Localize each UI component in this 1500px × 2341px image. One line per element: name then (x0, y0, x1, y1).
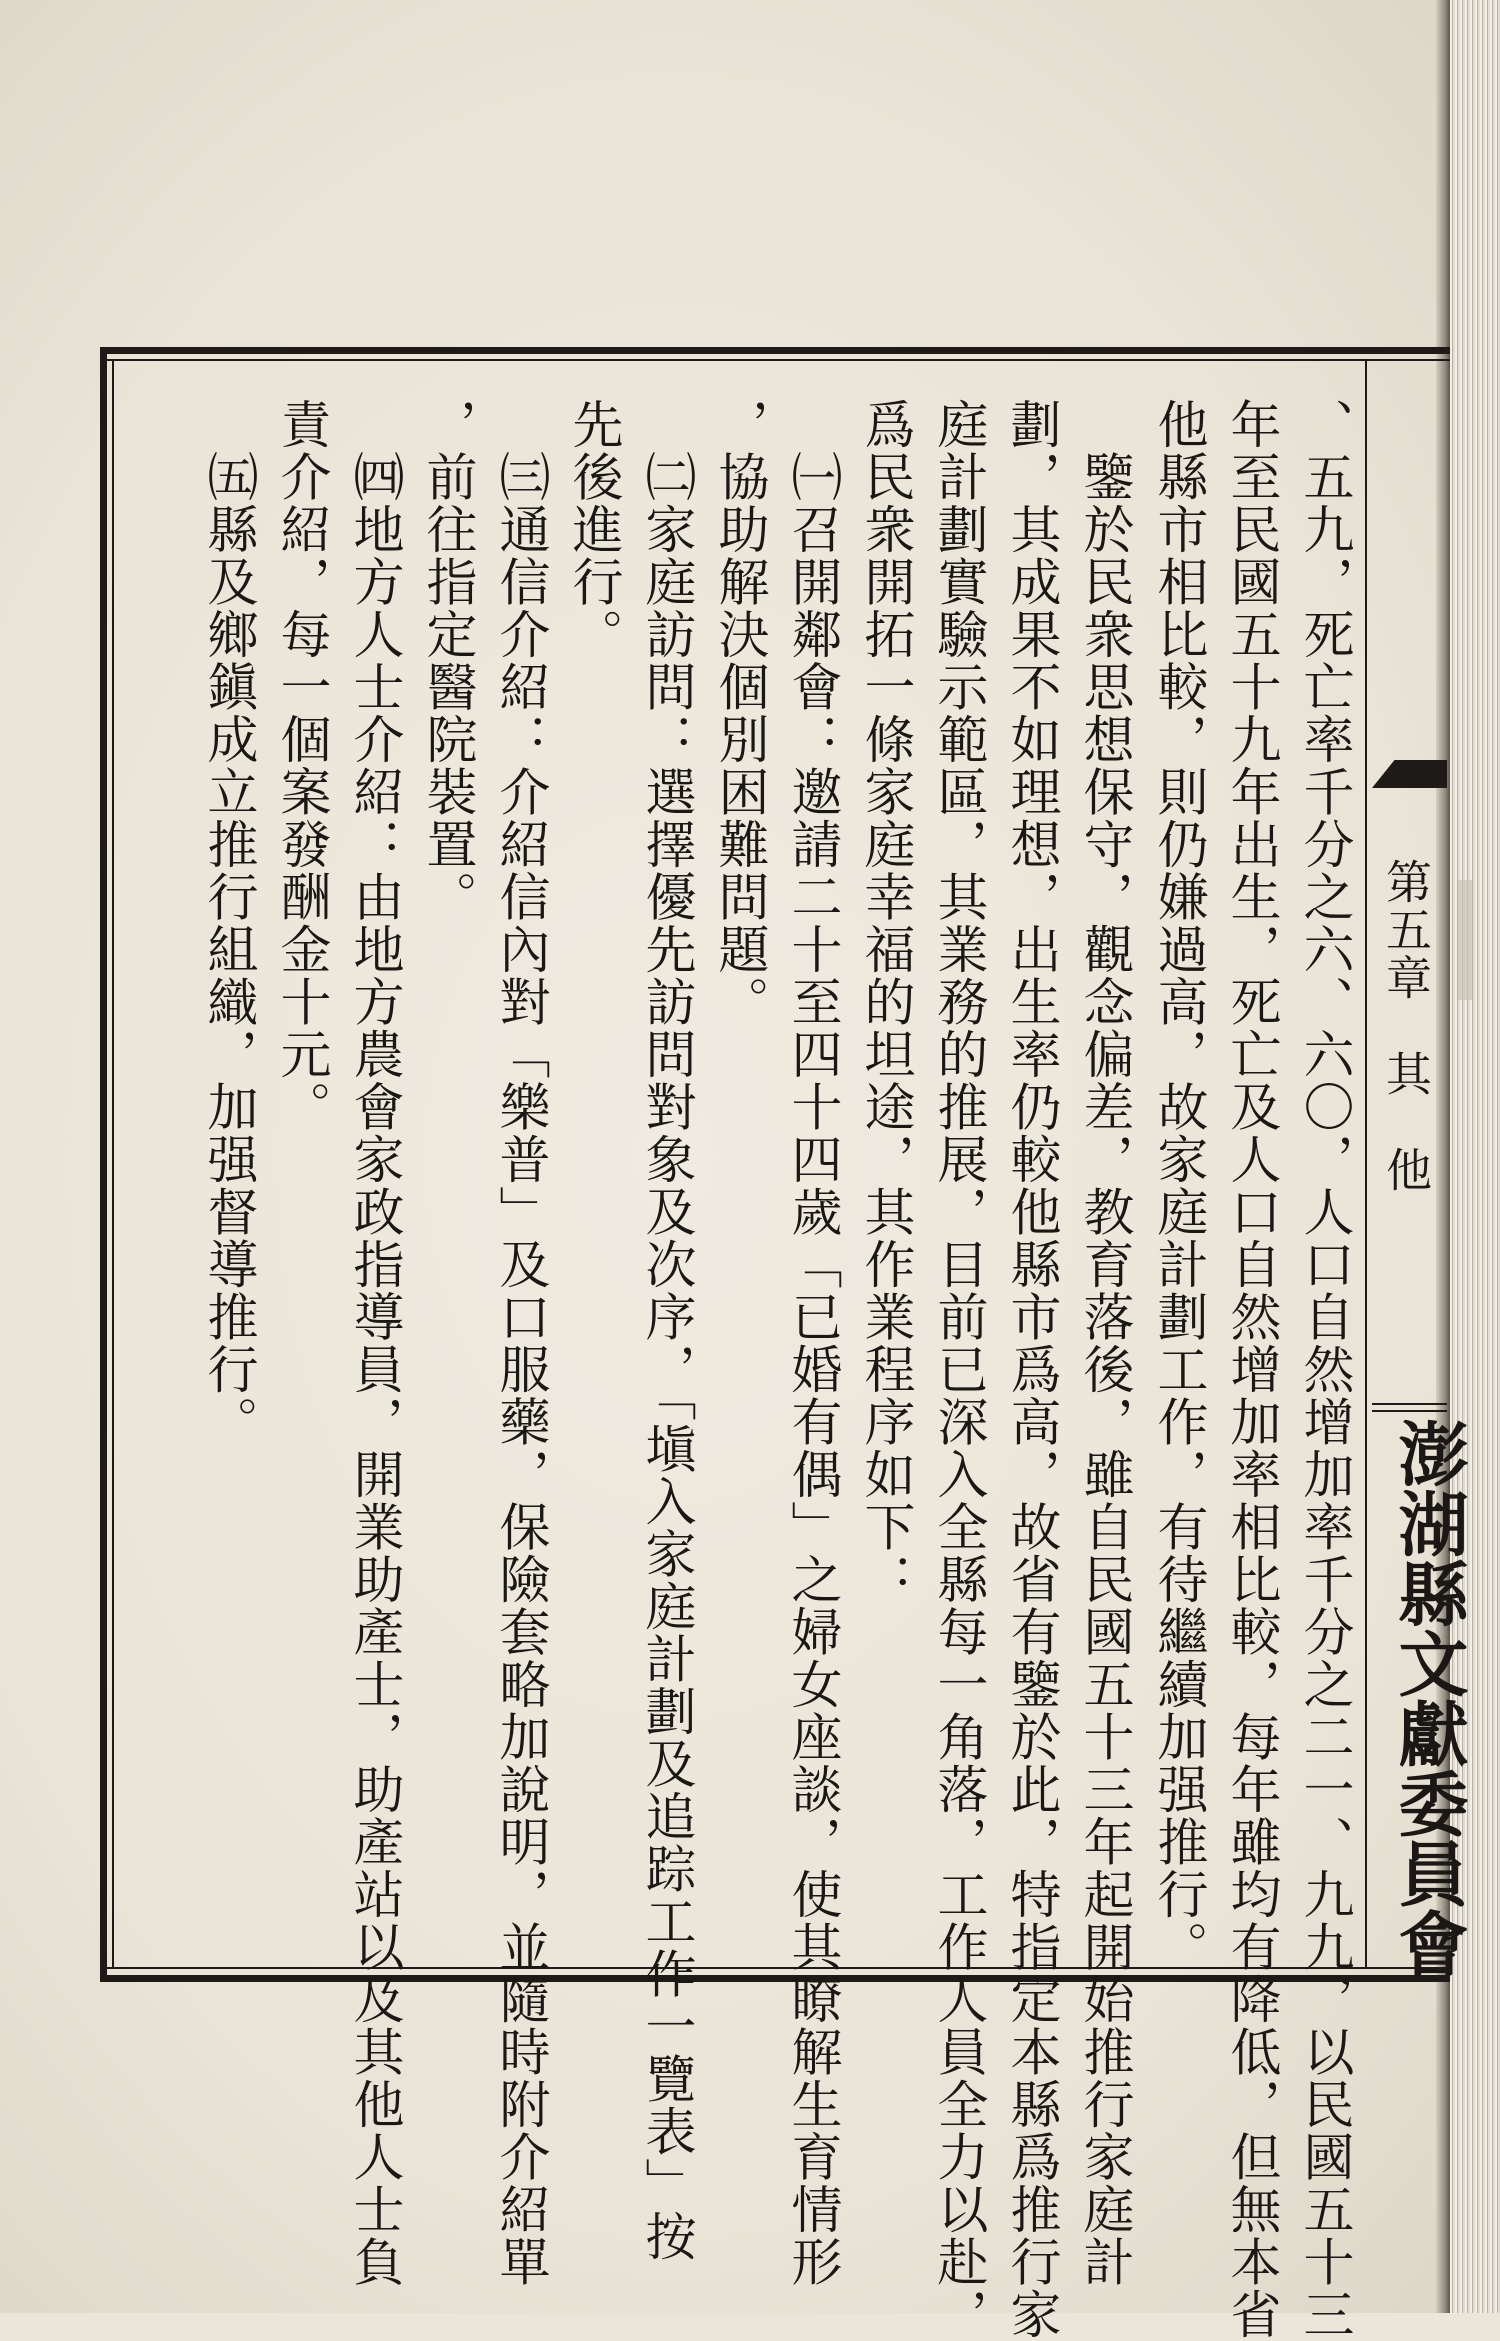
text-column: ，前往指定醫院裝置。 (417, 398, 476, 923)
text-column: 年至民國五十九年出生，死亡及人口自然增加率相比較，每年雖均有降低，但無本省 (1221, 398, 1280, 2341)
text-column: 先後進行。 (563, 398, 622, 661)
text-column: ㈢通信介紹：介紹信內對「樂普」及口服藥，保險套略加說明，並隨時附介紹單 (490, 398, 549, 2288)
header-double-line-top (1372, 1403, 1447, 1405)
text-column: ㈣地方人士介紹：由地方農會家政指導員，開業助產士，助產站以及其他人士負 (344, 398, 403, 2288)
frame-top-rule (100, 347, 1450, 354)
text-column: 責介紹，每一個案發酬金十元。 (271, 398, 330, 1133)
text-column: 庭計劃實驗示範區，其業務的推展，目前已深入全縣每一角落，工作人員全力以赴， (928, 398, 987, 2341)
header-double-line-bottom (1372, 1410, 1447, 1412)
frame-left-rule (100, 347, 107, 1982)
bleed-through-mark (1458, 880, 1472, 1000)
text-column: ㈡家庭訪問：選擇優先訪問對象及次序，「塡入家庭計劃及追踪工作一覽表」按 (636, 398, 695, 2263)
chapter-heading: 第五章 其 他 (1379, 858, 1433, 1194)
text-column: ㈤縣及鄉鎭成立推行組織，加强督導推行。 (198, 398, 257, 1448)
running-title: 澎湖縣文獻委員會 (1387, 1418, 1470, 1978)
text-column: ，協助解決個別困難問題。 (709, 398, 768, 1028)
text-column: 劃，其成果不如理想，出生率仍較他縣市爲高，故省有鑒於此，特指定本縣爲推行家 (1001, 398, 1060, 2341)
text-column: 爲民衆開拓一條家庭幸福的坦途，其作業程序如下： (855, 398, 914, 1606)
header-divider-rule (1365, 359, 1367, 1969)
text-column: ㈠召開鄰會：邀請二十至四十四歲「已婚有偶」之婦女座談，使其瞭解生育情形 (782, 398, 841, 2288)
text-column: 、五九，死亡率千分之六、六〇，人口自然增加率千分之二一、九九，以民國五十三 (1294, 398, 1353, 2341)
frame-top-inner-rule (100, 359, 1450, 361)
frame-left-inner-rule (112, 359, 114, 1969)
text-column: 鑒於民衆思想保守，觀念偏差，教育落後，雖自民國五十三年起開始推行家庭計 (1074, 398, 1133, 2288)
text-column: 他縣市相比較，則仍嫌過高，故家庭計劃工作，有待繼續加强推行。 (1148, 398, 1207, 1973)
